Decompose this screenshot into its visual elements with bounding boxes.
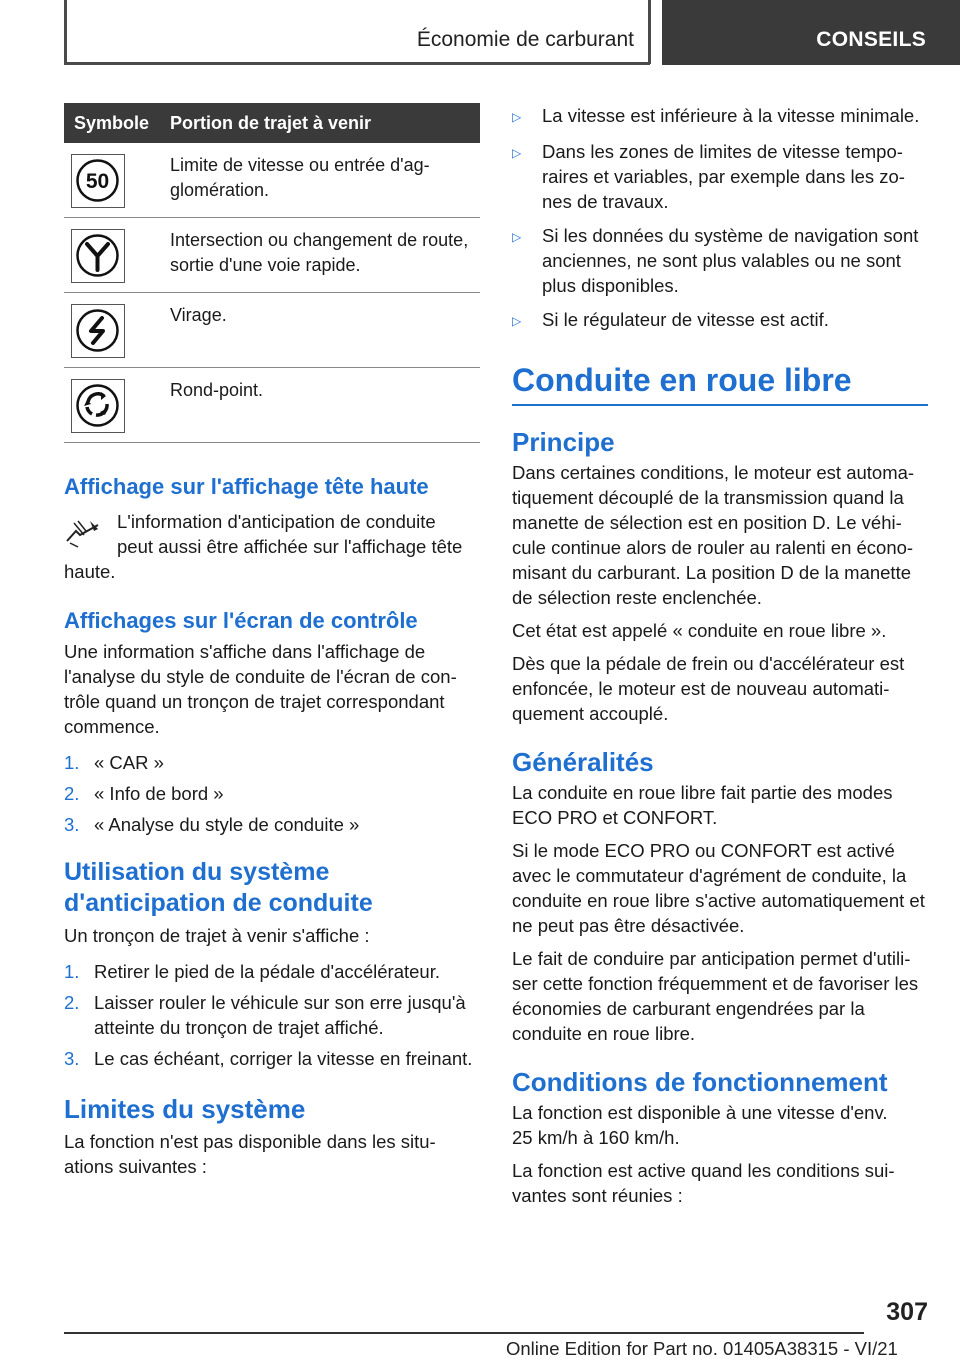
section-title: Économie de carburant	[416, 28, 634, 51]
principle-p1: Dans certaines conditions, le moteur est automa-tiquement découplé de la transmission quand la manette de sélection est en position D. Le véhi-cule continue alors de rouler au ralenti en écono-misant du carburant. La position D de la manette de sélection reste enclenchée.	[512, 462, 915, 608]
step-number: 1.	[64, 752, 80, 773]
note-icon	[64, 513, 102, 551]
table-row	[64, 218, 480, 293]
list-item	[512, 307, 928, 334]
symbol-cell	[64, 368, 170, 442]
chapter-tab	[662, 0, 960, 65]
hud-heading: Affichage sur l'affichage tête haute	[64, 474, 429, 499]
bullet-text: Si le régulateur de vitesse est actif.	[542, 309, 829, 330]
curve-icon	[71, 304, 125, 358]
roundabout-icon	[71, 379, 125, 433]
bullet-triangle-icon: ▷	[512, 314, 522, 328]
bullet-triangle-icon: ▷	[512, 110, 522, 124]
principle-p2: Cet état est appelé « conduite en roue libre ».	[512, 620, 887, 641]
step-text: « Analyse du style de conduite »	[94, 814, 360, 835]
list-item	[64, 959, 480, 984]
symbol-cell	[64, 293, 170, 367]
table-cell: Limite de vitesse ou entrée d'ag-glomération.	[170, 155, 430, 200]
step-number: 2.	[64, 783, 80, 804]
list-item	[512, 223, 928, 298]
control-heading: Affichages sur l'écran de contrôle	[64, 608, 418, 633]
left-column	[64, 103, 480, 1179]
control-steps	[64, 750, 480, 837]
hud-text-line2: peut aussi être affichée sur l'affichage tête	[117, 536, 463, 557]
header-symbol: Symbole	[74, 112, 150, 133]
general-p1: La conduite en roue libre fait partie des modes ECO PRO et CONFORT.	[512, 782, 893, 828]
step-text: « Info de bord »	[94, 783, 224, 804]
header-rule-divider	[648, 0, 651, 64]
step-number: 3.	[64, 814, 80, 835]
step-number: 2.	[64, 992, 80, 1013]
table-cell: Rond-point.	[170, 380, 264, 400]
principle-heading: Principe	[512, 427, 615, 457]
edition-text: Online Edition for Part no. 01405A38315 - VI/21	[506, 1338, 898, 1359]
freewheel-title: Conduite en roue libre	[512, 362, 852, 398]
page-number: 307	[886, 1298, 928, 1326]
table-row	[64, 368, 480, 443]
symbol-cell	[64, 143, 170, 217]
general-p2: Si le mode ECO PRO ou CONFORT est activé avec le commutateur d'agrément de conduite, la conduite en roue libre s'active automatiquement et ne peut pas être désactivée.	[512, 840, 925, 936]
bullet-text: Si les données du système de navigation sont anciennes, ne sont plus valables ou ne sont plus disponibles.	[542, 225, 919, 296]
bullet-text: La vitesse est inférieure à la vitesse minimale.	[542, 105, 920, 126]
list-item	[64, 750, 480, 775]
usage-intro: Un tronçon de trajet à venir s'affiche :	[64, 925, 370, 946]
general-heading: Généralités	[512, 747, 654, 777]
conditions-p1-line1: La fonction est disponible à une vitesse d'env.	[512, 1102, 888, 1123]
usage-steps	[64, 959, 480, 1071]
speed-limit-50-icon	[71, 154, 125, 208]
bullet-text: Dans les zones de limites de vitesse tempo-raires et variables, par exemple dans les zo-nes de travaux.	[542, 141, 905, 212]
list-item	[64, 990, 480, 1040]
list-item	[64, 812, 480, 837]
step-text: Laisser rouler le véhicule sur son erre jusqu'à atteinte du tronçon de trajet affiché.	[94, 992, 466, 1038]
header-portion: Portion de trajet à venir	[170, 112, 372, 133]
step-text: « CAR »	[94, 752, 164, 773]
step-text: Retirer le pied de la pédale d'accélérateur.	[94, 961, 440, 982]
conditions-heading: Conditions de fonctionnement	[512, 1067, 888, 1097]
limits-bullets	[512, 103, 928, 334]
table-cell: Intersection ou changement de route, sortie d'une voie rapide.	[170, 230, 469, 275]
conditions-p2: La fonction est active quand les conditions sui-vantes sont réunies :	[512, 1160, 895, 1206]
hud-block	[64, 509, 480, 591]
table-row	[64, 293, 480, 368]
limits-heading: Limites du système	[64, 1094, 306, 1124]
step-number: 1.	[64, 961, 80, 982]
bullet-triangle-icon: ▷	[512, 146, 522, 160]
right-column	[512, 103, 928, 1208]
general-p3: Le fait de conduire par anticipation permet d'utili-ser cette fonction fréquemment et de favoriser les économies de carburant engendrées par la conduite en roue libre.	[512, 948, 919, 1044]
table-header	[64, 103, 480, 143]
symbol-table	[64, 103, 480, 443]
usage-heading-line2: d'anticipation de conduite	[64, 889, 373, 917]
hud-text-line1: L'information d'anticipation de conduite	[117, 511, 436, 532]
chapter-tab-label: CONSEILS	[816, 28, 926, 51]
conditions-p1-line2: 25 km/h à 160 km/h.	[512, 1127, 680, 1148]
header-rule-left	[64, 0, 67, 64]
svg-text:50: 50	[85, 170, 110, 193]
intersection-icon	[71, 229, 125, 283]
hud-text-line3: haute.	[64, 561, 116, 582]
bullet-triangle-icon: ▷	[512, 230, 522, 244]
list-item	[64, 781, 480, 806]
list-item	[64, 1046, 480, 1071]
table-row	[64, 143, 480, 218]
symbol-cell	[64, 218, 170, 292]
footer-rule	[64, 1332, 864, 1334]
list-item	[512, 139, 928, 214]
table-cell: Virage.	[170, 305, 227, 325]
principle-p3: Dès que la pédale de frein ou d'accélérateur est enfoncée, le moteur est de nouveau automati-quement accouplé.	[512, 653, 905, 724]
control-text: Une information s'affiche dans l'affichage de l'analyse du style de conduite de l'écran de con-trôle quand un tronçon de trajet correspondant commence.	[64, 641, 457, 737]
list-item	[512, 103, 928, 130]
header-rule-bottom	[64, 62, 650, 65]
step-number: 3.	[64, 1048, 80, 1069]
usage-heading-line1: Utilisation du système	[64, 858, 330, 886]
limits-text: La fonction n'est pas disponible dans les situ-ations suivantes :	[64, 1131, 436, 1177]
step-text: Le cas échéant, corriger la vitesse en freinant.	[94, 1048, 473, 1069]
